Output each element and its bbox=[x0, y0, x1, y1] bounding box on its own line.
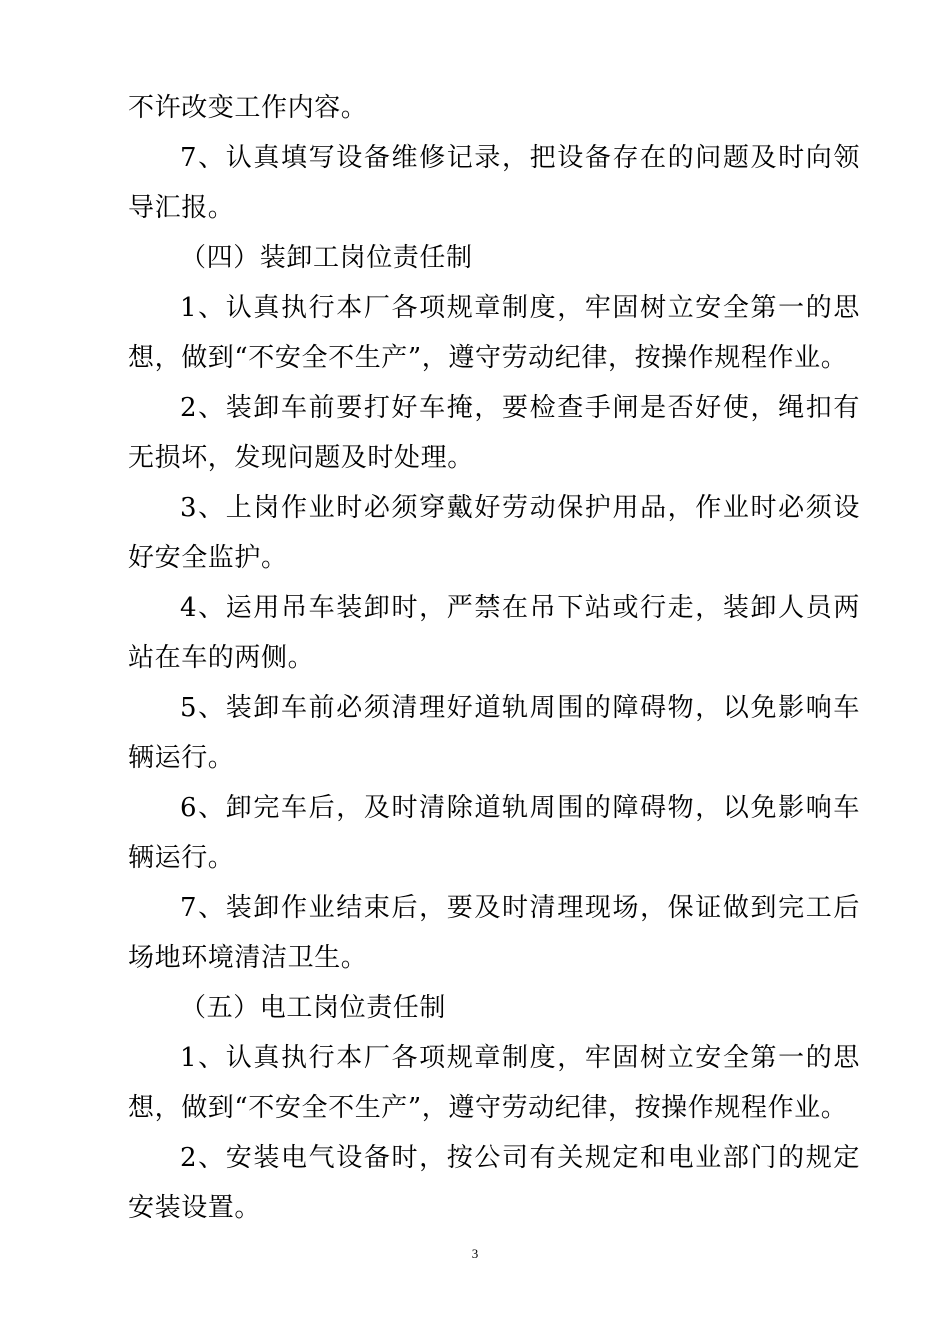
paragraph-loader-item-4: 4、运用吊车装卸时，严禁在吊下站或行走，装卸人员两站在车的两侧。 bbox=[128, 593, 860, 673]
paragraph-loader-item-6: 6、卸完车后，及时清除道轨周围的障碍物，以免影响车辆运行。 bbox=[128, 793, 860, 873]
section-heading-loader-duties: （四）装卸工岗位责任制 bbox=[180, 243, 473, 273]
paragraph-electrician-item-2: 2、安装电气设备时，按公司有关规定和电业部门的规定安装设置。 bbox=[128, 1143, 860, 1223]
paragraph-loader-item-2: 2、装卸车前要打好车掩，要检查手闸是否好使，绳扣有无损坏，发现问题及时处理。 bbox=[128, 393, 860, 473]
paragraph-loader-item-5: 5、装卸车前必须清理好道轨周围的障碍物，以免影响车辆运行。 bbox=[128, 693, 860, 773]
paragraph-electrician-item-1: 1、认真执行本厂各项规章制度，牢固树立安全第一的思想，做到“不安全不生产”，遵守劳动纪律，按操作规程作业。 bbox=[128, 1043, 860, 1123]
paragraph-continuation: 不许改变工作内容。 bbox=[128, 93, 368, 123]
paragraph-loader-item-3: 3、上岗作业时必须穿戴好劳动保护用品，作业时必须设好安全监护。 bbox=[128, 493, 860, 573]
page-number: 3 bbox=[471, 1246, 479, 1261]
paragraph-item-7-maintenance-record: 7、认真填写设备维修记录，把设备存在的问题及时向领导汇报。 bbox=[128, 143, 860, 223]
paragraph-loader-item-7: 7、装卸作业结束后，要及时清理现场，保证做到完工后场地环境清洁卫生。 bbox=[128, 893, 860, 973]
section-heading-electrician-duties: （五）电工岗位责任制 bbox=[180, 993, 447, 1023]
paragraph-loader-item-1: 1、认真执行本厂各项规章制度，牢固树立安全第一的思想，做到“不安全不生产”，遵守劳动纪律，按操作规程作业。 bbox=[128, 293, 860, 373]
document-body bbox=[128, 83, 860, 1233]
